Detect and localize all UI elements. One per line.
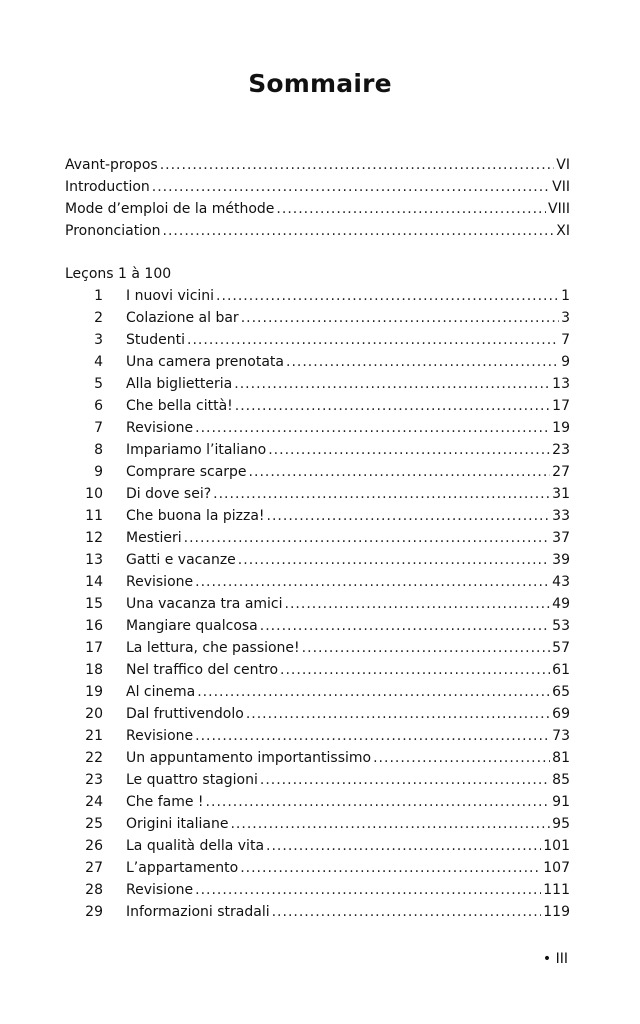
lesson-entry[interactable]: [65, 615, 570, 637]
lesson-number: 19: [85, 684, 103, 700]
lesson-page: 65: [552, 684, 570, 700]
lesson-number: 4: [94, 354, 103, 370]
lesson-number: 15: [85, 596, 103, 612]
lesson-page: 39: [552, 552, 570, 568]
leader-dots: [184, 527, 551, 549]
lesson-page: 57: [552, 640, 570, 656]
lesson-number: 26: [85, 838, 103, 854]
toc-entry-page: VII: [552, 179, 570, 195]
leader-dots: [234, 373, 550, 395]
lesson-title: La qualità della vita: [126, 838, 265, 854]
lesson-number: 27: [85, 860, 103, 876]
lesson-number: 7: [94, 420, 103, 436]
toc-entry-page: VIII: [548, 201, 570, 217]
lesson-page: 95: [552, 816, 570, 832]
lesson-title: Che buona la pizza!: [126, 508, 265, 524]
toc-entry-title: Prononciation: [65, 223, 161, 239]
lesson-page: 13: [552, 376, 570, 392]
lesson-title: Che fame !: [126, 794, 204, 810]
lesson-entry[interactable]: [65, 527, 570, 549]
lesson-title: Una camera prenotata: [126, 354, 284, 370]
toc-entry[interactable]: [65, 220, 570, 242]
lesson-title: Impariamo l’italiano: [126, 442, 267, 458]
lesson-title: Un appuntamento importantissimo: [126, 750, 372, 766]
toc-entry[interactable]: [65, 176, 570, 198]
lesson-title: Comprare scarpe: [126, 464, 247, 480]
lesson-title: Revisione: [126, 574, 194, 590]
lesson-number: 12: [85, 530, 103, 546]
lesson-title: Dal fruttivendolo: [126, 706, 244, 722]
leader-dots: [241, 307, 559, 329]
lesson-entry[interactable]: [65, 439, 570, 461]
leader-dots: [195, 417, 550, 439]
lesson-number: 1: [94, 288, 103, 304]
lesson-number: 22: [85, 750, 103, 766]
leader-dots: [187, 329, 559, 351]
lesson-entry[interactable]: [65, 395, 570, 417]
leader-dots: [260, 615, 550, 637]
lesson-page: 3: [561, 310, 570, 326]
lesson-page: 33: [552, 508, 570, 524]
leader-dots: [195, 879, 541, 901]
lesson-entry[interactable]: [65, 593, 570, 615]
lesson-number: 23: [85, 772, 103, 788]
lesson-title: Nel traffico del centro: [126, 662, 279, 678]
leader-dots: [280, 659, 550, 681]
leader-dots: [260, 769, 550, 791]
lesson-entry[interactable]: [65, 681, 570, 703]
lesson-number: 5: [94, 376, 103, 392]
lesson-title: Colazione al bar: [126, 310, 239, 326]
lesson-page: 81: [552, 750, 570, 766]
lesson-number: 21: [85, 728, 103, 744]
lesson-entry[interactable]: [65, 857, 570, 879]
leader-dots: [240, 857, 541, 879]
leader-dots: [206, 791, 551, 813]
lesson-entry[interactable]: [65, 659, 570, 681]
lesson-entry[interactable]: [65, 901, 570, 923]
toc-entry[interactable]: [65, 198, 570, 220]
lesson-number: 2: [94, 310, 103, 326]
lesson-number: 17: [85, 640, 103, 656]
lesson-number: 6: [94, 398, 103, 414]
lesson-page: 85: [552, 772, 570, 788]
lesson-page: 53: [552, 618, 570, 634]
lesson-page: 9: [561, 354, 570, 370]
lesson-page: 1: [561, 288, 570, 304]
lesson-title: I nuovi vicini: [126, 288, 215, 304]
lesson-entry[interactable]: [65, 571, 570, 593]
lesson-page: 27: [552, 464, 570, 480]
lesson-title: Che bella città!: [126, 398, 233, 414]
front-matter-list: [65, 154, 570, 242]
toc-entry-title: Mode d’emploi de la méthode: [65, 201, 275, 217]
lesson-page: 23: [552, 442, 570, 458]
lesson-number: 29: [85, 904, 103, 920]
toc-entry-page: XI: [556, 223, 570, 239]
page-title: Sommaire: [248, 68, 392, 98]
lesson-page: 17: [552, 398, 570, 414]
lesson-title: Le quattro stagioni: [126, 772, 258, 788]
lesson-entry[interactable]: [65, 417, 570, 439]
leader-dots: [197, 681, 550, 703]
lesson-title: Revisione: [126, 420, 194, 436]
lesson-title: L’appartamento: [126, 860, 239, 876]
lesson-entry[interactable]: [65, 351, 570, 373]
lesson-entry[interactable]: [65, 373, 570, 395]
lessons-heading: Leçons 1 à 100: [65, 266, 172, 282]
toc-entry-page: VI: [556, 157, 570, 173]
lesson-page: 49: [552, 596, 570, 612]
leader-dots: [216, 285, 559, 307]
lesson-entry[interactable]: [65, 307, 570, 329]
leader-dots: [266, 835, 541, 857]
toc-entry-title: Avant-propos: [65, 157, 158, 173]
lesson-page: 73: [552, 728, 570, 744]
lessons-list: [65, 285, 570, 923]
lesson-entry[interactable]: [65, 769, 570, 791]
lesson-page: 43: [552, 574, 570, 590]
toc-entry[interactable]: [65, 154, 570, 176]
lesson-title: Al cinema: [126, 684, 196, 700]
lesson-entry[interactable]: [65, 483, 570, 505]
lesson-title: Revisione: [126, 728, 194, 744]
lesson-entry[interactable]: [65, 505, 570, 527]
leader-dots: [246, 703, 550, 725]
lesson-title: Studenti: [126, 332, 186, 348]
lesson-title: Informazioni stradali: [126, 904, 270, 920]
leader-dots: [286, 351, 559, 373]
page-number: • III: [542, 951, 568, 967]
leader-dots: [302, 637, 551, 659]
leader-dots: [160, 154, 555, 176]
lesson-page: 19: [552, 420, 570, 436]
lesson-entry[interactable]: [65, 813, 570, 835]
lesson-title: Una vacanza tra amici: [126, 596, 283, 612]
lesson-entry[interactable]: [65, 637, 570, 659]
lesson-number: 28: [85, 882, 103, 898]
leader-dots: [213, 483, 550, 505]
lesson-page: 31: [552, 486, 570, 502]
lesson-title: Revisione: [126, 882, 194, 898]
lesson-entry[interactable]: [65, 725, 570, 747]
leader-dots: [267, 505, 551, 527]
lesson-page: 91: [552, 794, 570, 810]
toc-entry-title: Introduction: [65, 179, 150, 195]
lesson-entry[interactable]: [65, 879, 570, 901]
leader-dots: [152, 176, 550, 198]
leader-dots: [163, 220, 555, 242]
lesson-page: 101: [543, 838, 570, 854]
leader-dots: [373, 747, 550, 769]
lesson-title: Mangiare qualcosa: [126, 618, 258, 634]
leader-dots: [195, 725, 550, 747]
lesson-entry[interactable]: [65, 747, 570, 769]
lesson-number: 18: [85, 662, 103, 678]
leader-dots: [238, 549, 550, 571]
lesson-title: Origini italiane: [126, 816, 229, 832]
lesson-page: 61: [552, 662, 570, 678]
lesson-number: 20: [85, 706, 103, 722]
lesson-number: 14: [85, 574, 103, 590]
lesson-title: Gatti e vacanze: [126, 552, 236, 568]
lesson-number: 25: [85, 816, 103, 832]
lesson-page: 69: [552, 706, 570, 722]
lesson-page: 119: [543, 904, 570, 920]
lesson-page: 107: [543, 860, 570, 876]
lesson-entry[interactable]: [65, 461, 570, 483]
leader-dots: [268, 439, 550, 461]
lesson-number: 16: [85, 618, 103, 634]
lesson-title: Di dove sei?: [126, 486, 212, 502]
lesson-entry[interactable]: [65, 703, 570, 725]
lesson-entry[interactable]: [65, 835, 570, 857]
leader-dots: [276, 198, 546, 220]
lesson-title: Mestieri: [126, 530, 182, 546]
lesson-page: 7: [561, 332, 570, 348]
leader-dots: [272, 901, 542, 923]
lesson-title: La lettura, che passione!: [126, 640, 300, 656]
lesson-page: 111: [543, 882, 570, 898]
leader-dots: [235, 395, 550, 417]
lesson-number: 3: [94, 332, 103, 348]
leader-dots: [230, 813, 550, 835]
lesson-entry[interactable]: [65, 329, 570, 351]
lesson-number: 24: [85, 794, 103, 810]
lesson-title: Alla biglietteria: [126, 376, 233, 392]
lesson-entry[interactable]: [65, 549, 570, 571]
lesson-number: 8: [94, 442, 103, 458]
leader-dots: [285, 593, 551, 615]
lesson-entry[interactable]: [65, 791, 570, 813]
lesson-number: 13: [85, 552, 103, 568]
leader-dots: [195, 571, 550, 593]
leader-dots: [249, 461, 551, 483]
lesson-page: 37: [552, 530, 570, 546]
lesson-number: 9: [94, 464, 103, 480]
lesson-number: 11: [85, 508, 103, 524]
lesson-entry[interactable]: [65, 285, 570, 307]
lesson-number: 10: [85, 486, 103, 502]
